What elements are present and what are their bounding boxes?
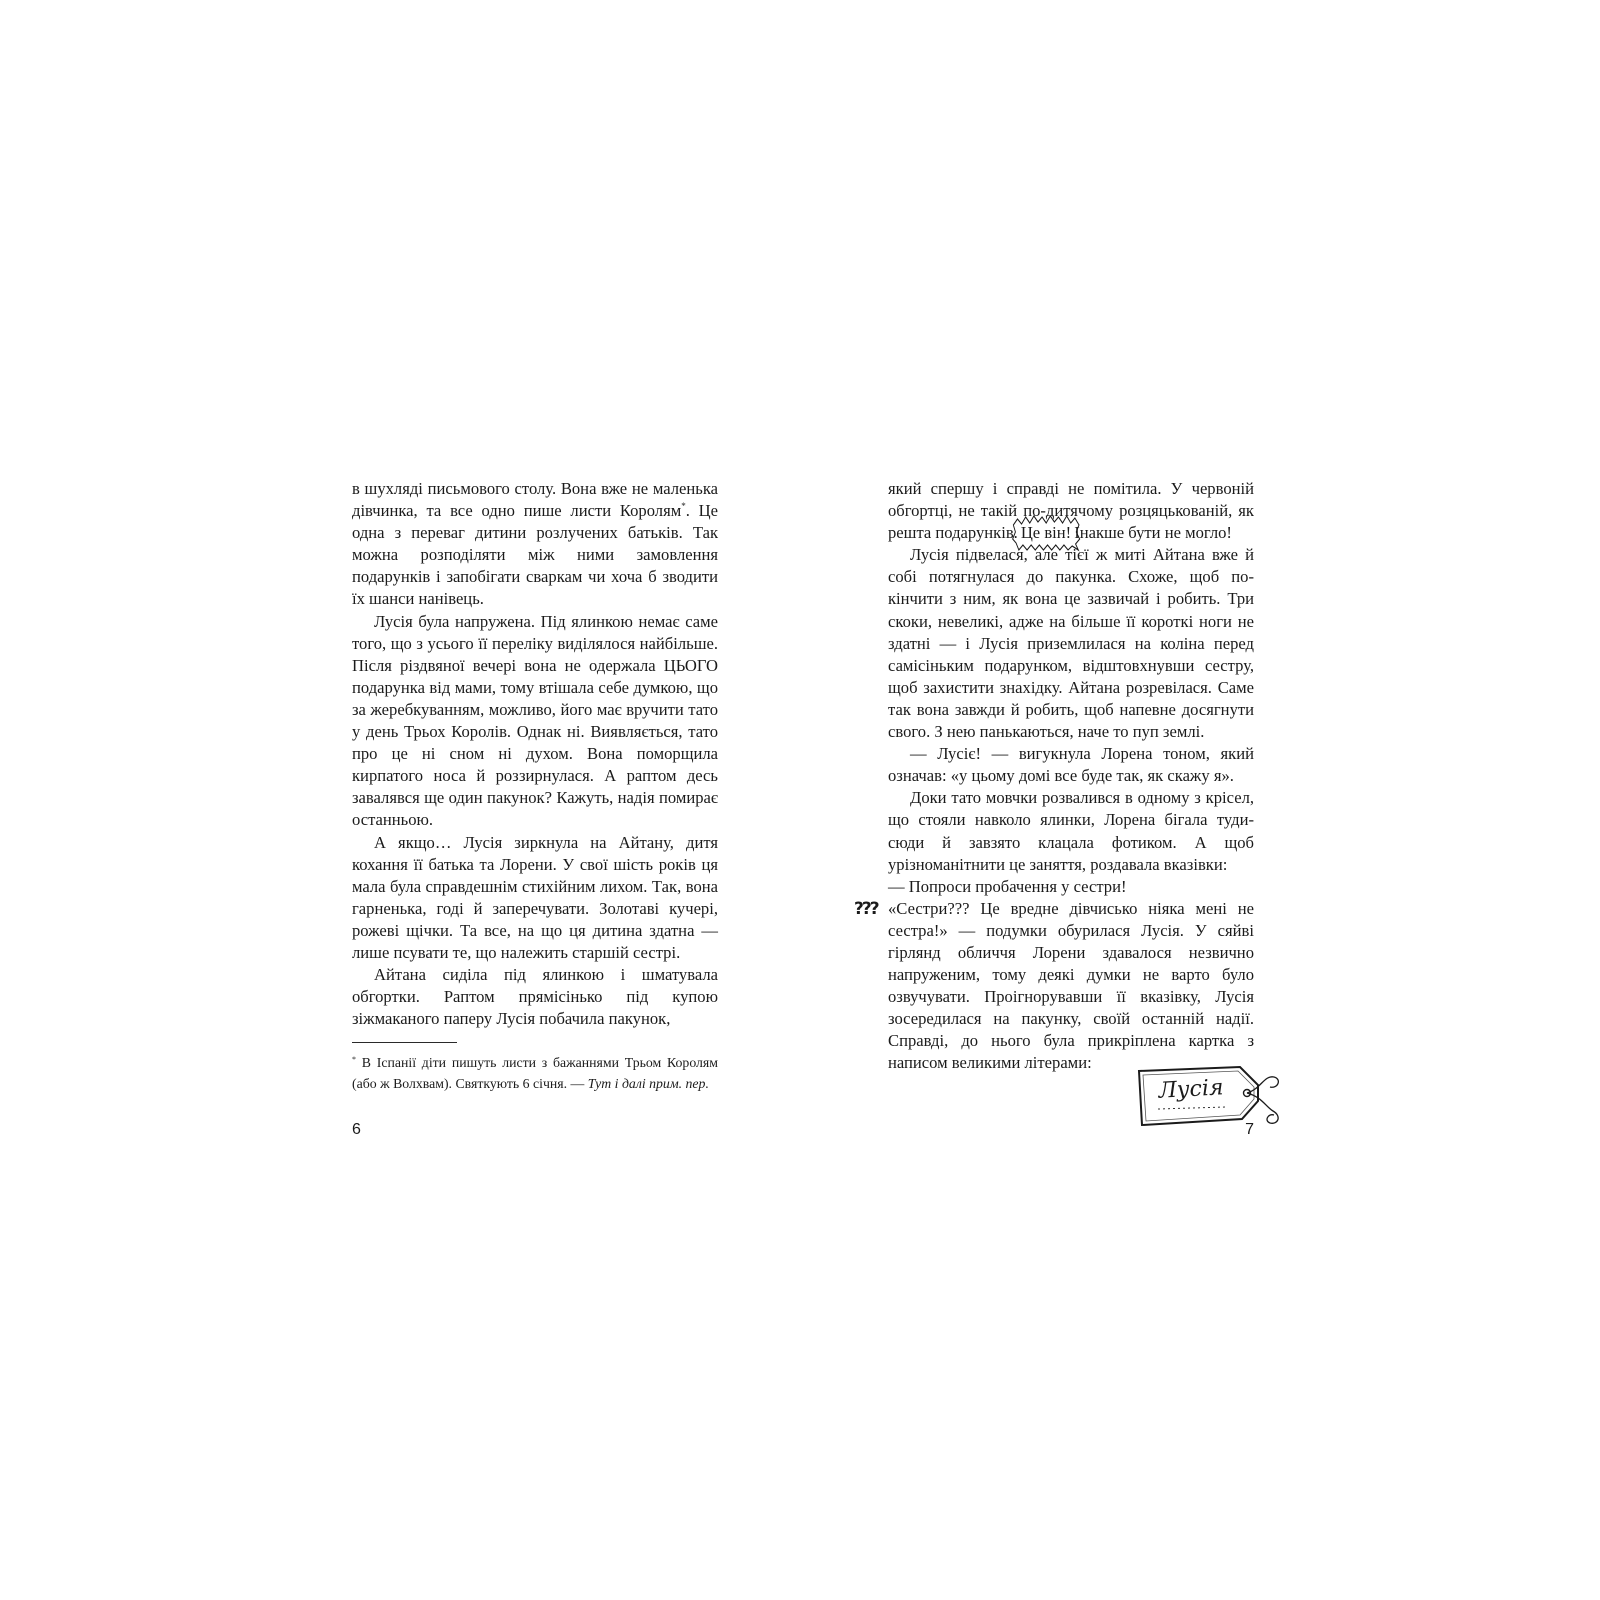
paragraph-r4: Доки тато мовчки розвалився в одному з крісел, що стояли навколо ялинки, Лорена бігала туди-сюди й завзято клацала фотиком. А щоб урізноманітнити це заняття, роздавала вказівки: [888,788,1254,874]
footnote-divider [352,1042,457,1043]
paragraph-r3: — Лусіє! — вигукнула Лорена тоном, який означав: «у цьому домі все буде так, як скажу я». [888,744,1254,786]
footnote-reference: * [681,501,686,512]
paragraph-r1-text: який спершу і справді не помітила. У червоній обгортці, не такій по-дитячому розцяцькованій, як решта подарунків. [888,479,1254,543]
paragraph-r2: Лусія підвелася, але тієї ж миті Айтана вже й собі потягнулася до пакунка. Схоже, щоб покінчити з ним, як вона це зазвичай і робить. Три скоки, невеликі, адже на більше її короткі ноги не здатні — і Лусія приземлилася на коліна перед самісіньким подарунком, відштовхнувши сестру, щоб захистити знахідку. Айтана розревілася. Саме так вона завжди й робить, щоб напевне досягнути свого. З нею панькаються, наче то пуп землі. [888,545,1254,742]
paragraph-1-tail: . Це одна з переваг дитини розлучених батьків. Так можна розподіляти між ними замовлення подарунків і запобігати сваркам чи хоча б зводити їх шанси нанівець. [352,501,718,609]
paragraph-r5: — Попроси пробачення у сестри! [888,876,1127,896]
paragraph-2: Лусія була напружена. Під ялинкою немає саме того, що з усього її переліку виділялося найбільше. Після різдвяної вечері вона не одержала ЦЬОГО подарунка від мами, тому втішала себе думкою, що за жеребкуванням, можливо, його має вручити тато у день Трьох Королів. Однак ні. Виявляється, тато про це ні сном ні духом. Вона поморщила кирпатого носа й роззирнулася. А раптом десь завалявся ще один пакунок? Кажуть, надія помирає останньою. [352,611,718,830]
tag-label: Лусія [1157,1075,1225,1104]
paragraph-r1-tail: Інакше бути не могло! [1074,523,1232,543]
footnote [352,1052,718,1094]
paragraph-r6 [854,898,1254,1075]
highlight-text: Це він! [1020,523,1072,543]
paragraph-1 [352,478,718,611]
footnote-marker: * [352,1055,356,1064]
question-marks-icon: ??? [854,898,878,919]
right-page [854,478,1254,1138]
paragraph-r6-text: «Сестри??? Це вредне дівчисько ніяка мені не сестра!» — подумки обурилася Лусія. У сяйві гірлянд обличчя Лорени здавалося незвично напруженим, тому деякі думки не варто було озвучувати. Проігнорувавши її вказівку, Лусія зосередилася на пакунку, своїй останній надії. Справді, до нього була прикріплена картка з написом великими літерами: [888,898,1254,1073]
footnote-text: В Іспанії діти пишуть листи з бажаннями Трьом Королям (або ж Волхвам). Святкують 6 січня. — [352,1055,719,1091]
left-page [352,478,719,1138]
paragraph-4: Айтана сиділа під ялинкою і шматувала обгортки. Раптом прямісінько під купою зіжмаканого паперу Лусія побачила пакунок, [352,965,718,1029]
footnote-italic: Тут і далі прим. пер. [587,1076,709,1091]
name-tag-illustration [1136,1063,1284,1133]
paragraph-1-text: в шухляді письмового столу. Вона вже не маленька дівчинка, та все одно пише листи Королям [352,479,718,521]
paragraph-r1 [888,478,1254,544]
paragraph-3: А якщо… Лусія зиркнула на Айтану, дитя кохання її батька та Лорени. У свої шість років ця мала була справдешнім стихійним лихом. Так, вона гарненька, годі й заперечувати. Золотаві кучері, рожеві щічки. Та все, на що ця дитина здатна — лише псувати те, що належить старшій сестрі. [352,832,718,962]
burst-highlight [1018,522,1074,544]
page-number-right: 7 [1245,1121,1254,1138]
page-number-left: 6 [352,1121,361,1138]
